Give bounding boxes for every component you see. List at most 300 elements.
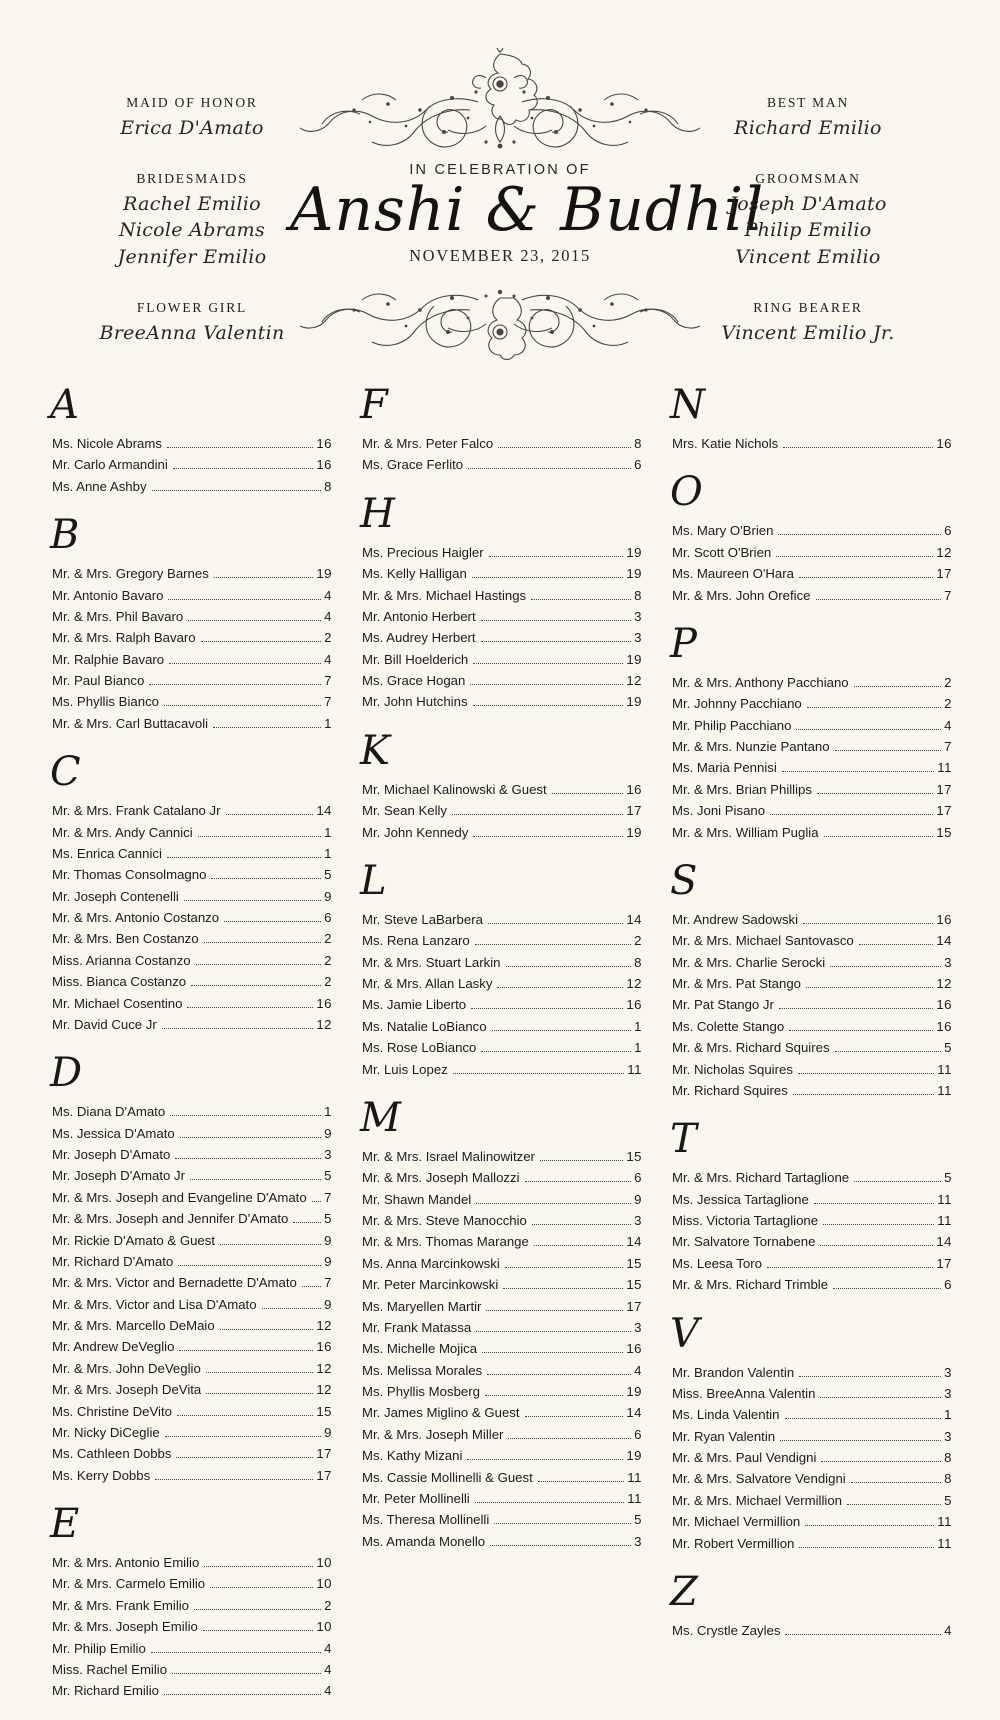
guest-table-number: 11 — [627, 1490, 642, 1506]
guest-table-number: 4 — [944, 717, 952, 733]
leader-dots — [210, 1587, 313, 1588]
guest-name: Ms. Audrey Herbert — [362, 630, 476, 646]
guest-table-number: 1 — [324, 845, 332, 861]
guest-row — [354, 1531, 642, 1552]
guest-name: Ms. Phyllis Bianco — [52, 694, 160, 710]
guest-table-number: 3 — [324, 1147, 332, 1162]
guest-table-number: 1 — [944, 1407, 952, 1423]
guest-table-number: 15 — [626, 1148, 642, 1164]
guest-name: Ms. Amanda Monello — [362, 1533, 486, 1549]
guest-name: Mr. Frank Matassa — [362, 1319, 472, 1335]
guest-name: Mr. & Mrs. Victor and Lisa D'Amato — [52, 1296, 257, 1312]
leader-dots — [498, 447, 631, 448]
leader-dots — [204, 1566, 313, 1567]
guest-table-number: 3 — [634, 630, 642, 646]
leader-dots — [213, 727, 321, 728]
guest-table-number: 15 — [626, 1255, 642, 1271]
guest-row — [664, 1404, 952, 1425]
wedding-party-member-name: Philip Emilio — [744, 219, 872, 242]
guest-row — [44, 1358, 332, 1379]
guest-table-number: 16 — [316, 1339, 332, 1355]
guest-name: Ms. Kerry Dobbs — [52, 1467, 151, 1483]
guest-table-number: 17 — [936, 566, 952, 582]
guest-name: Mr. Antonio Bavaro — [52, 587, 164, 603]
guest-table-number: 11 — [937, 1061, 952, 1077]
guest-row — [664, 1362, 952, 1383]
guest-name: Mr. Andrew DeVeglio — [52, 1339, 175, 1355]
letter-section-d — [44, 1050, 332, 1486]
wedding-party-member-name: Joseph D'Amato — [729, 193, 887, 216]
leader-dots — [293, 1222, 321, 1223]
wedding-party-group — [658, 171, 958, 270]
guest-row — [664, 1167, 952, 1188]
leader-dots — [173, 468, 314, 469]
guest-name: Mr. Johnny Pacchiano — [672, 696, 802, 712]
guest-table-number: 15 — [626, 1277, 642, 1293]
guest-row — [664, 994, 952, 1015]
guest-row — [44, 649, 332, 670]
guest-name: Miss. Victoria Tartaglione — [672, 1213, 819, 1228]
letter-section-k — [354, 727, 642, 843]
guest-row — [664, 520, 952, 541]
leader-dots — [785, 1418, 942, 1419]
guest-row — [44, 1638, 332, 1659]
leader-dots — [162, 1028, 314, 1029]
guest-table-number: 6 — [634, 1170, 642, 1186]
letter-section-l — [354, 857, 642, 1080]
guest-table-number: 5 — [944, 1170, 952, 1186]
section-letter-heading: K — [360, 727, 390, 774]
leader-dots — [767, 1267, 933, 1268]
guest-row — [354, 1210, 642, 1231]
guest-name: Mr. & Mrs. Carl Buttacavoli — [52, 715, 209, 731]
guest-table-number: 19 — [626, 566, 642, 582]
leader-dots — [198, 836, 321, 837]
leader-dots — [823, 1224, 934, 1225]
guest-name: Ms. Rose LoBianco — [362, 1040, 477, 1056]
guest-row — [664, 1533, 952, 1554]
guest-table-number: 5 — [324, 1211, 332, 1227]
guest-name: Mr. & Mrs. Marcello DeMaio — [52, 1318, 215, 1333]
guest-name: Miss. Arianna Costanzo — [52, 952, 191, 968]
leader-dots — [452, 814, 623, 815]
guest-row — [664, 1253, 952, 1274]
guest-table-number: 3 — [634, 1533, 642, 1549]
guest-name: Mr. Peter Marcinkowski — [362, 1277, 499, 1293]
guest-row — [44, 886, 332, 907]
guest-row — [354, 1231, 642, 1252]
guest-name: Mr. & Mrs. Joseph Emilio — [52, 1619, 198, 1635]
guest-table-number: 1 — [634, 1040, 642, 1056]
guest-row — [664, 585, 952, 606]
leader-dots — [226, 814, 314, 815]
guest-row — [44, 1315, 332, 1336]
guest-row — [354, 691, 642, 712]
guest-row — [44, 1443, 332, 1464]
guest-name: Mr. & Mrs. Michael Santovasco — [672, 933, 854, 949]
guest-table-number: 8 — [324, 478, 332, 494]
leader-dots — [497, 987, 623, 988]
guest-row — [664, 1016, 952, 1037]
letter-section-f — [354, 382, 642, 476]
leader-dots — [476, 1331, 631, 1332]
guest-row — [354, 1402, 642, 1423]
leader-dots — [476, 1203, 631, 1204]
guest-table-number: 3 — [944, 1364, 952, 1380]
guest-row — [664, 1080, 952, 1101]
guest-table-number: 2 — [324, 931, 332, 947]
leader-dots — [188, 620, 321, 621]
letter-section-s — [664, 857, 952, 1101]
guest-name: Mr. Scott O'Brien — [672, 544, 772, 560]
guest-table-number: 4 — [324, 1640, 332, 1656]
guest-name: Mr. & Mrs. Ralph Bavaro — [52, 630, 196, 646]
guest-row — [44, 1552, 332, 1573]
guest-table-number: 5 — [324, 1168, 332, 1184]
guest-list-columns — [0, 382, 1000, 1720]
guest-name: Miss. BreeAnna Valentin — [672, 1385, 816, 1401]
guest-table-number: 11 — [937, 1082, 952, 1098]
celebration-label: IN CELEBRATION OF — [409, 162, 591, 178]
guest-name: Mr. & Mrs. Charlie Serocki — [672, 954, 826, 970]
guest-row — [664, 1274, 952, 1295]
guest-table-number: 11 — [937, 760, 952, 776]
guest-table-number: 2 — [634, 933, 642, 949]
leader-dots — [508, 1438, 631, 1439]
leader-dots — [155, 1479, 313, 1480]
section-letter-heading: L — [360, 857, 387, 904]
guest-name: Mr. & Mrs. John Orefice — [672, 587, 811, 603]
leader-dots — [177, 1415, 313, 1416]
guest-row — [354, 1146, 642, 1167]
guest-name: Mr. Andrew Sadowski — [672, 911, 799, 927]
leader-dots — [851, 1482, 941, 1483]
guest-name: Mr. & Mrs. Antonio Costanzo — [52, 910, 220, 925]
leader-dots — [169, 663, 321, 664]
guest-table-number: 16 — [936, 1018, 952, 1034]
guest-row — [44, 585, 332, 606]
leader-dots — [475, 944, 631, 945]
guest-row — [354, 627, 642, 648]
leader-dots — [532, 1224, 631, 1225]
letter-section-b — [44, 512, 332, 734]
leader-dots — [196, 964, 322, 965]
guest-row — [354, 779, 642, 800]
leader-dots — [220, 1329, 314, 1330]
letter-section-o — [664, 469, 952, 606]
guest-table-number: 4 — [944, 1622, 952, 1638]
guest-name: Mr. Richard Emilio — [52, 1683, 159, 1699]
guest-row — [44, 993, 332, 1014]
letter-section-a — [44, 382, 332, 497]
guest-table-number: 8 — [634, 954, 642, 970]
guest-name: Ms. Kelly Halligan — [362, 566, 467, 582]
guest-table-number: 3 — [634, 608, 642, 624]
guest-name: Mr. David Cuce Jr — [52, 1016, 157, 1032]
wedding-party-role: BEST MAN — [766, 95, 850, 110]
guest-row — [44, 1595, 332, 1616]
leader-dots — [780, 1440, 941, 1441]
guest-name: Mr. & Mrs. Victor and Bernadette D'Amato — [52, 1275, 297, 1291]
guest-table-number: 3 — [944, 1428, 952, 1444]
guest-name: Ms. Theresa Mollinelli — [362, 1512, 490, 1528]
guest-row — [44, 563, 332, 584]
guest-row — [664, 1511, 952, 1532]
guest-name: Mr. & Mrs. Paul Vendigni — [672, 1450, 817, 1465]
leader-dots — [151, 1652, 321, 1653]
wedding-party-member-name: Vincent Emilio — [735, 245, 881, 268]
guest-table-number: 14 — [626, 1405, 642, 1421]
guest-name: Ms. Jessica D'Amato — [52, 1125, 175, 1141]
guest-table-number: 19 — [316, 566, 332, 582]
leader-dots — [475, 1502, 625, 1503]
guest-name: Mr. Peter Mollinelli — [362, 1490, 470, 1506]
guest-row — [44, 476, 332, 497]
leader-dots — [180, 1137, 321, 1138]
guest-name: Ms. Enrica Cannici — [52, 845, 162, 861]
guest-table-number: 12 — [936, 544, 952, 560]
guest-table-number: 19 — [626, 1448, 642, 1464]
leader-dots — [854, 1181, 941, 1182]
leader-dots — [776, 556, 933, 557]
leader-dots — [149, 684, 321, 685]
leader-dots — [847, 1504, 941, 1505]
leader-dots — [859, 944, 934, 945]
guest-row — [44, 1401, 332, 1422]
section-letter-heading: D — [50, 1050, 83, 1097]
guest-name: Mr. Richard Squires — [672, 1082, 788, 1098]
guest-name: Ms. Kathy Mizani — [362, 1448, 463, 1464]
guest-row — [44, 928, 332, 949]
guest-table-number: 11 — [937, 1213, 952, 1228]
guest-table-number: 19 — [626, 651, 642, 667]
guest-name: Mr. Nicky DiCeglie — [52, 1424, 160, 1440]
guest-row — [664, 542, 952, 563]
guest-row — [44, 822, 332, 843]
leader-dots — [470, 684, 623, 685]
guest-name: Ms. Maria Pennisi — [672, 760, 777, 776]
guest-name: Mr. & Mrs. Brian Phillips — [672, 781, 812, 797]
section-letter-heading: P — [670, 620, 697, 667]
guest-name: Mr. Michael Kalinowski & Guest — [362, 781, 547, 797]
guest-table-number: 11 — [937, 1514, 952, 1530]
guest-name: Ms. Grace Ferlito — [362, 457, 464, 473]
guest-table-number: 15 — [936, 824, 952, 840]
wedding-party-member-name: Richard Emilio — [734, 117, 882, 139]
leader-dots — [833, 1288, 941, 1289]
wedding-party-role: BRIDESMAIDS — [136, 171, 248, 187]
guest-table-number: 7 — [324, 1189, 332, 1205]
guest-name: Ms. Joni Pisano — [672, 803, 766, 819]
letter-section-z — [664, 1568, 952, 1641]
leader-dots — [184, 900, 321, 901]
guest-name: Mr. & Mrs. Salvatore Vendigni — [672, 1471, 846, 1487]
guest-name: Mr. Nicholas Squires — [672, 1061, 793, 1077]
letter-section-e — [44, 1501, 332, 1702]
leader-dots — [799, 1376, 941, 1377]
guest-table-number: 11 — [627, 1061, 642, 1077]
leader-dots — [485, 1395, 623, 1396]
guest-name: Mr. & Mrs. Allan Lasky — [362, 976, 493, 991]
leader-dots — [799, 577, 933, 578]
leader-dots — [175, 1158, 321, 1159]
leader-dots — [538, 1481, 625, 1482]
guest-table-number: 2 — [324, 630, 332, 646]
guest-row — [354, 1445, 642, 1466]
guest-row — [354, 649, 642, 670]
guest-name: Mr. & Mrs. Steve Manocchio — [362, 1213, 527, 1228]
leader-dots — [165, 1436, 321, 1437]
guest-table-number: 11 — [937, 1535, 952, 1551]
guest-row — [664, 736, 952, 757]
leader-dots — [167, 447, 313, 448]
guest-name: Mr. Paul Bianco — [52, 673, 145, 688]
leader-dots — [503, 1288, 623, 1289]
guest-row — [44, 1123, 332, 1144]
guest-name: Miss. Rachel Emilio — [52, 1661, 168, 1677]
leader-dots — [525, 1416, 624, 1417]
leader-dots — [835, 1051, 942, 1052]
wedding-date: NOVEMBER 23, 2015 — [409, 246, 591, 265]
leader-dots — [201, 641, 322, 642]
guest-name: Mr. & Mrs. Ben Costanzo — [52, 931, 199, 947]
guest-table-number: 4 — [324, 608, 332, 624]
guest-row — [664, 800, 952, 821]
wedding-party-right — [658, 95, 958, 346]
leader-dots — [798, 1073, 934, 1074]
guest-name: Mr. James Miglino & Guest — [362, 1405, 520, 1421]
guest-table-number: 17 — [316, 1446, 332, 1462]
guest-table-number: 17 — [936, 1255, 952, 1271]
seating-chart-header — [0, 0, 1000, 375]
guest-row — [44, 627, 332, 648]
guest-name: Mr. & Mrs. Richard Squires — [672, 1040, 830, 1056]
section-letter-heading: O — [670, 469, 703, 516]
leader-dots — [492, 1030, 632, 1031]
guest-row — [664, 1426, 952, 1447]
monogram-crest — [290, 48, 765, 360]
guest-row — [354, 822, 642, 843]
guest-name: Ms. Phyllis Mosberg — [362, 1384, 480, 1399]
leader-dots — [224, 921, 321, 922]
wedding-party-member-name: Vincent Emilio Jr. — [721, 321, 895, 344]
guest-table-number: 6 — [944, 1277, 952, 1293]
guest-table-number: 16 — [936, 436, 952, 451]
guest-row — [44, 1379, 332, 1400]
guest-table-number: 6 — [324, 910, 332, 925]
leader-dots — [540, 1160, 623, 1161]
guest-row — [354, 1059, 642, 1080]
guest-name: Mr. John Kennedy — [362, 824, 469, 840]
letter-section-n — [664, 382, 952, 454]
guest-table-number: 7 — [944, 739, 952, 754]
guest-name: Mr. & Mrs. Gregory Barnes — [52, 566, 209, 582]
ornamental-flourish-bottom-icon — [300, 270, 700, 360]
guest-row — [44, 1573, 332, 1594]
guest-row — [664, 973, 952, 994]
guest-row — [664, 1620, 952, 1641]
guest-row — [354, 1016, 642, 1037]
leader-dots — [806, 987, 933, 988]
wedding-party-member-name: Erica D'Amato — [120, 117, 264, 139]
guest-row — [354, 563, 642, 584]
guest-row — [354, 1509, 642, 1530]
guest-table-number: 16 — [936, 911, 952, 927]
guest-name: Mrs. Katie Nichols — [672, 436, 779, 451]
guest-row — [354, 1189, 642, 1210]
guest-name: Mr. & Mrs. Antonio Emilio — [52, 1555, 200, 1570]
section-letter-heading: N — [670, 382, 705, 428]
guest-column — [44, 382, 332, 1720]
guest-table-number: 16 — [626, 781, 642, 797]
guest-name: Mr. Antonio Herbert — [362, 608, 476, 624]
section-letter-heading: E — [50, 1501, 80, 1547]
leader-dots — [471, 1008, 623, 1009]
guest-name: Ms. Colette Stango — [672, 1018, 785, 1034]
letter-section-m — [354, 1094, 642, 1552]
guest-name: Mr. & Mrs. Peter Falco — [362, 436, 494, 451]
guest-table-number: 19 — [626, 1384, 642, 1399]
guest-table-number: 5 — [944, 1040, 952, 1056]
guest-name: Ms. Maryellen Martir — [362, 1298, 482, 1314]
wedding-party-role: RING BEARER — [753, 299, 863, 315]
guest-row — [354, 585, 642, 606]
section-letter-heading: C — [50, 749, 81, 796]
guest-name: Mr. Joseph Contenelli — [52, 888, 179, 904]
guest-table-number: 10 — [316, 1555, 332, 1570]
wedding-party-member-name: Nicole Abrams — [118, 219, 266, 242]
guest-row — [664, 715, 952, 736]
guest-row — [664, 1447, 952, 1468]
leader-dots — [830, 966, 941, 967]
leader-dots — [778, 534, 941, 535]
guest-name: Mr. John Hutchins — [362, 694, 468, 710]
guest-table-number: 8 — [634, 587, 642, 603]
guest-name: Mr. & Mrs. Nunzie Pantano — [672, 739, 830, 754]
letter-section-h — [354, 490, 642, 713]
leader-dots — [770, 814, 933, 815]
guest-name: Mr. & Mrs. Joseph and Evangeline D'Amato — [52, 1189, 307, 1205]
leader-dots — [525, 1181, 632, 1182]
guest-row — [354, 973, 642, 994]
leader-dots — [167, 857, 321, 858]
guest-row — [354, 1360, 642, 1381]
letter-section-v — [664, 1310, 952, 1554]
leader-dots — [172, 1673, 321, 1674]
leader-dots — [854, 686, 942, 687]
guest-row — [354, 800, 642, 821]
guest-name: Mr. & Mrs. Richard Tartaglione — [672, 1170, 850, 1186]
guest-name: Mr. & Mrs. Thomas Marange — [362, 1234, 529, 1250]
wedding-party-role: MAID OF HONOR — [126, 95, 258, 110]
leader-dots — [206, 1393, 313, 1394]
guest-table-number: 17 — [626, 803, 642, 819]
guest-row — [664, 909, 952, 930]
guest-table-number: 4 — [324, 587, 332, 603]
guest-name: Mr. Sean Kelly — [362, 803, 448, 819]
guest-row — [44, 1422, 332, 1443]
leader-dots — [505, 1267, 624, 1268]
guest-name: Mr. & Mrs. William Puglia — [672, 824, 819, 840]
leader-dots — [187, 1007, 313, 1008]
guest-name: Mr. & Mrs. Joseph and Jennifer D'Amato — [52, 1211, 289, 1227]
section-letter-heading: S — [670, 857, 698, 904]
leader-dots — [782, 771, 934, 772]
guest-table-number: 16 — [316, 995, 332, 1011]
leader-dots — [803, 923, 933, 924]
leader-dots — [824, 836, 934, 837]
guest-name: Mr. Steve LaBarbera — [362, 911, 483, 927]
